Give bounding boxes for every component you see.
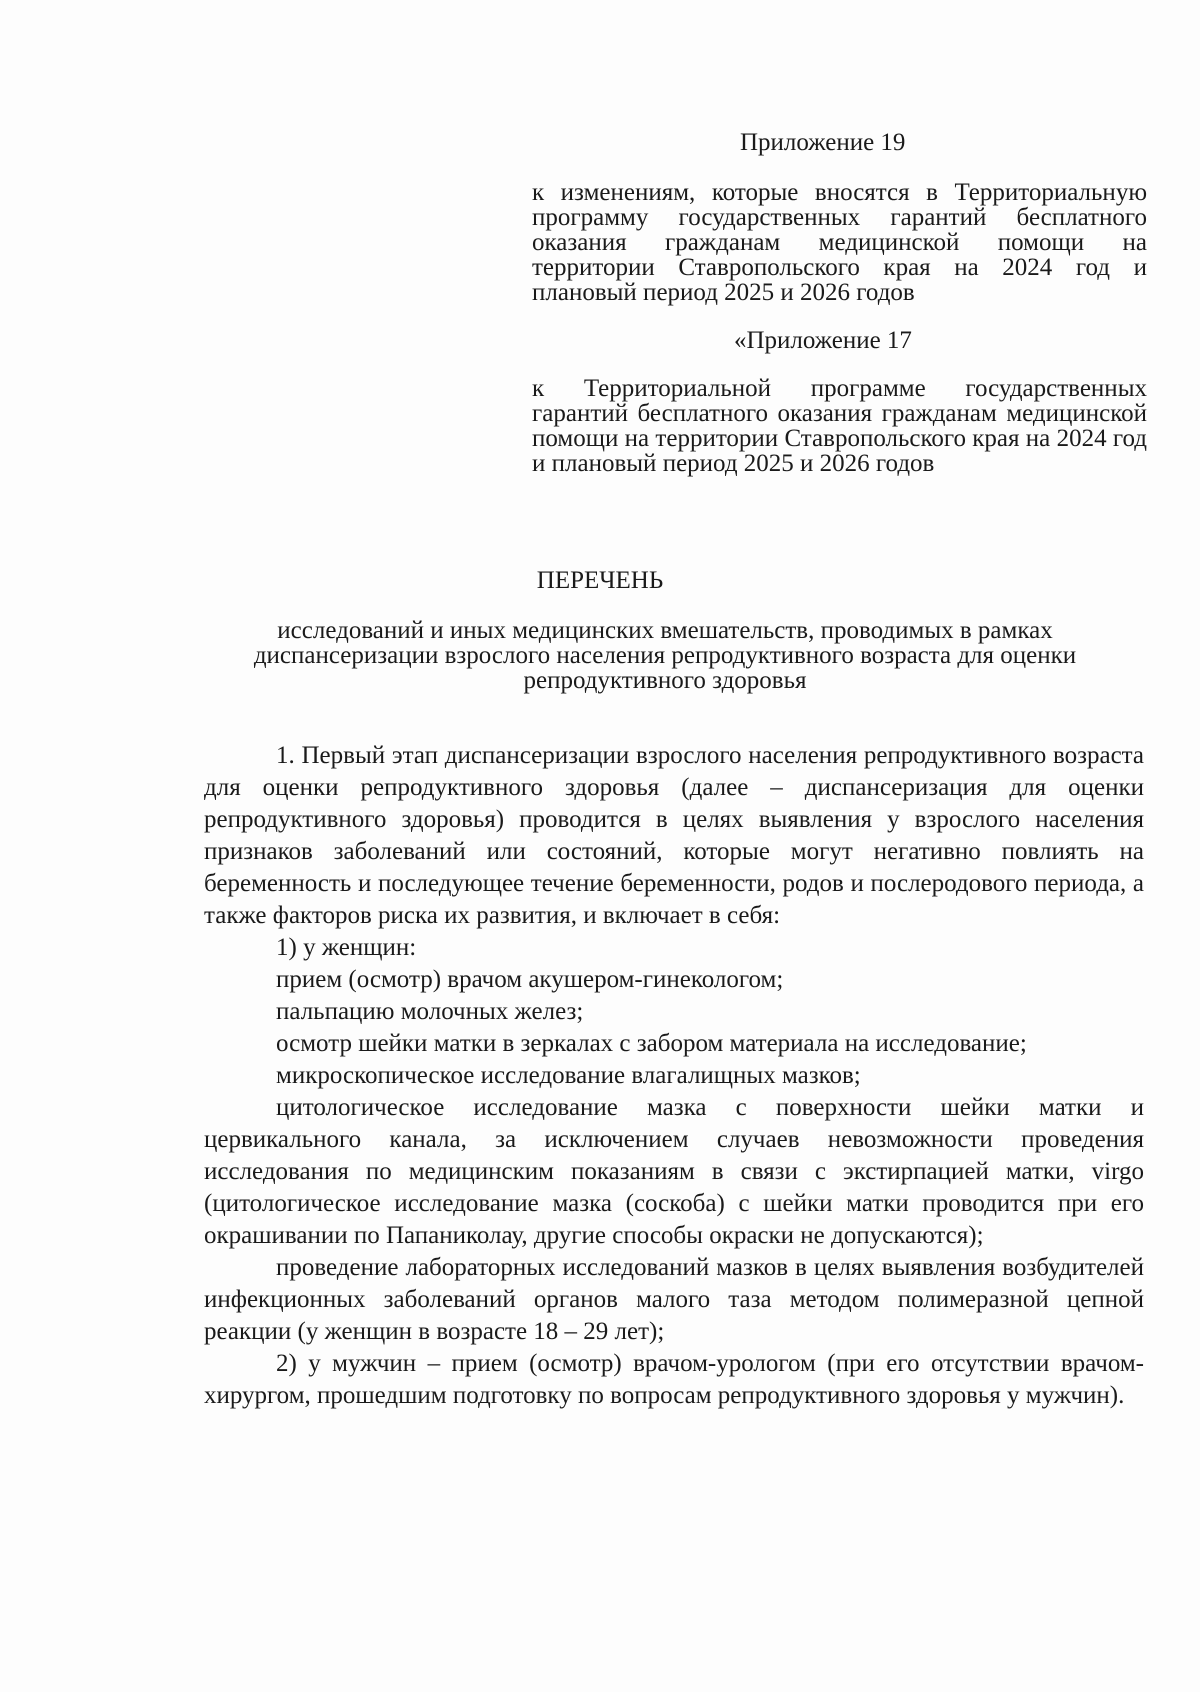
- women-item-5: цитологическое исследование мазка с поверхности шейки матки и цервикального канала, за исключением случаев невозможности проведения исследования по медицинским показаниям в связи с экстирпацией матки, virgo (цитологическое исследование мазка (соскоба) с шейки матки проводится при его окрашивании по Папаниколау, другие способы окраски не допускаются);: [204, 1094, 1144, 1249]
- men-item: 2) у мужчин – прием (осмотр) врачом-урологом (при его отсутствии врачом-хирургом, прошедшим подготовку по вопросам репродуктивного здоровья у мужчин).: [204, 1350, 1144, 1409]
- women-item-6: проведение лабораторных исследований мазков в целях выявления возбудителей инфекционных заболеваний органов малого таза методом полимеразной цепной реакции (у женщин в возрасте 18 – 29 лет);: [204, 1254, 1144, 1345]
- women-item-4: микроскопическое исследование влагалищных мазков;: [276, 1062, 861, 1089]
- paragraph-1: 1. Первый этап диспансеризации взрослого населения репродуктивного возраста для оценки репродуктивного здоровья (далее – диспансеризация для оценки репродуктивного здоровья) проводится в целях выявления у взрослого населения признаков заболеваний или состояний, которые могут негативно повлиять на беременность и последующее течение беременности, родов и послеродового периода, а также факторов риска их развития, и включает в себя:: [204, 742, 1144, 929]
- women-item-1: прием (осмотр) врачом акушером-гинекологом;: [276, 966, 784, 993]
- appendix-19-text: к изменениям, которые вносятся в Территориальную программу государственных гарантий бесплатного оказания гражданам медицинской помощи на территории Ставропольского края на 2024 год и плановый период 2025 и 2026 годов: [532, 179, 1147, 306]
- document-subheading: исследований и иных медицинских вмешательств, проводимых в рамках диспансеризации взрослого населения репродуктивного возраста для оценки репродуктивного здоровья: [253, 617, 1077, 694]
- women-item-3: осмотр шейки матки в зеркалах с забором материала на исследование;: [276, 1030, 1027, 1057]
- document-body: [204, 740, 1144, 1412]
- women-item-2: пальпацию молочных желез;: [276, 998, 584, 1025]
- women-heading: 1) у женщин:: [276, 934, 417, 961]
- appendix-17-text: к Территориальной программе государственных гарантий бесплатного оказания гражданам медицинской помощи на территории Ставропольского края на 2024 год и плановый период 2025 и 2026 годов: [532, 375, 1147, 477]
- document-heading: ПЕРЕЧЕНЬ: [536, 567, 664, 594]
- appendix-17-title: «Приложение 17: [734, 327, 912, 354]
- appendix-19-title: Приложение 19: [740, 129, 906, 156]
